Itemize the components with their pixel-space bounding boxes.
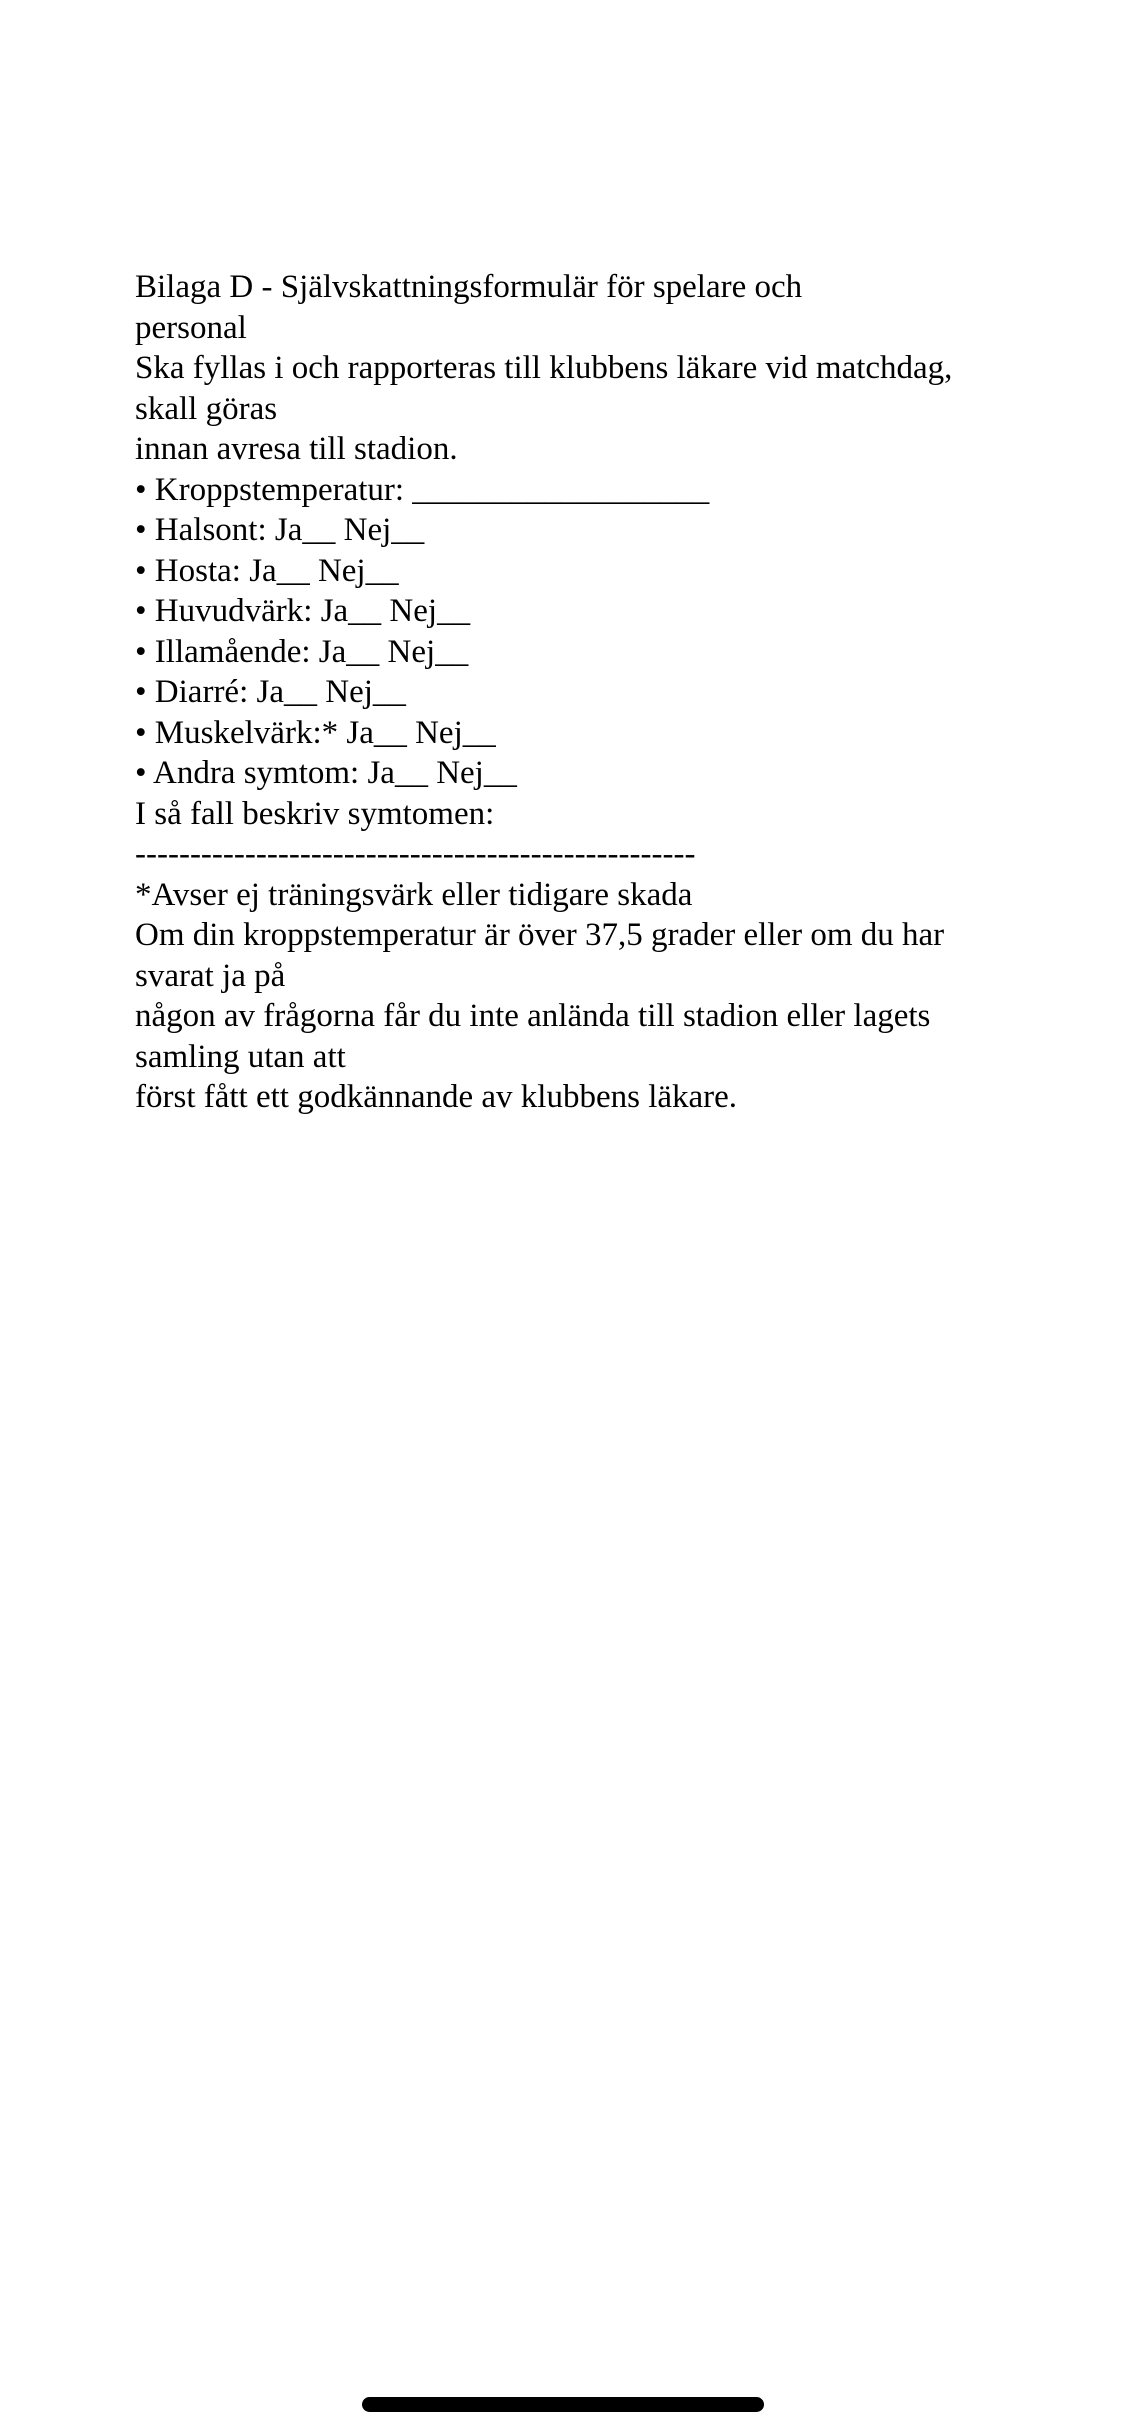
notice-line: svarat ja på bbox=[135, 957, 286, 994]
document-body bbox=[135, 267, 1035, 1118]
intro-line: innan avresa till stadion. bbox=[135, 431, 458, 467]
symptom-item-sore-throat: • Halsont: Ja__ Nej__ bbox=[135, 512, 425, 548]
symptom-item-diarrhea: • Diarré: Ja__ Nej__ bbox=[135, 674, 406, 710]
symptom-item-headache: • Huvudvärk: Ja__ Nej__ bbox=[135, 593, 471, 629]
symptom-item-other: • Andra symtom: Ja__ Nej__ bbox=[135, 755, 517, 791]
notice-line: någon av frågorna får du inte anlända till stadion eller lagets bbox=[135, 998, 931, 1034]
symptom-item-muscle-ache: • Muskelvärk:* Ja__ Nej__ bbox=[135, 714, 496, 751]
dash-divider: --------------------------------------------------- bbox=[135, 836, 696, 872]
notice-line: samling utan att bbox=[135, 1038, 346, 1075]
intro-line: Ska fyllas i och rapporteras till klubbens läkare vid matchdag, bbox=[135, 350, 953, 386]
symptom-item-cough: • Hosta: Ja__ Nej__ bbox=[135, 552, 399, 589]
document-title-line: Bilaga D - Självskattningsformulär för spelare och bbox=[135, 269, 803, 305]
describe-symptoms-label: I så fall beskriv symtomen: bbox=[135, 795, 495, 832]
notice-line: Om din kroppstemperatur är över 37,5 grader eller om du har bbox=[135, 917, 945, 953]
notice-line: först fått ett godkännande av klubbens läkare. bbox=[135, 1079, 738, 1115]
symptom-item-body-temperature: • Kroppstemperatur: __________________ bbox=[135, 471, 710, 508]
intro-line: skall göras bbox=[135, 390, 278, 427]
home-indicator[interactable] bbox=[362, 2397, 764, 2412]
document-title-line: personal bbox=[135, 309, 247, 346]
footnote: *Avser ej träningsvärk eller tidigare skada bbox=[135, 876, 693, 913]
symptom-item-nausea: • Illamående: Ja__ Nej__ bbox=[135, 633, 469, 670]
